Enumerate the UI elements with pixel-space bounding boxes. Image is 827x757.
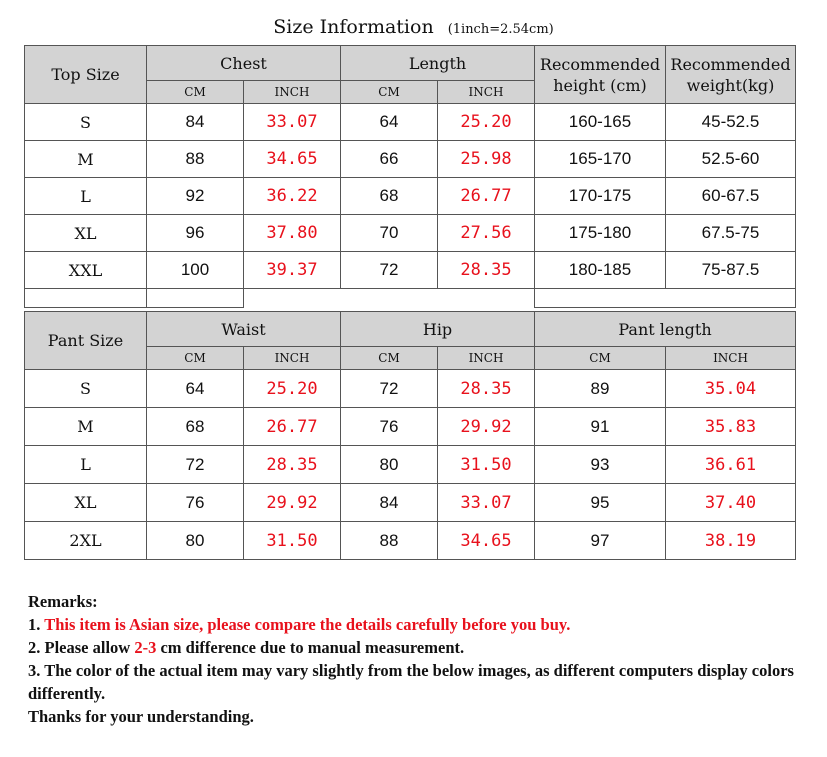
waist-header: Waist xyxy=(147,312,341,347)
recommended-weight-header: Recommended weight(kg) xyxy=(666,46,796,104)
spacer-row xyxy=(25,289,796,308)
chest-cm-cell: 100 xyxy=(147,252,244,289)
height-cell: 170-175 xyxy=(535,178,666,215)
hip-inch-header: INCH xyxy=(438,347,535,370)
spacer-cell xyxy=(147,289,244,308)
waist-inch-cell: 28.35 xyxy=(244,446,341,484)
size-label: L xyxy=(25,178,147,215)
chest-inch-cell: 37.80 xyxy=(244,215,341,252)
chest-inch-header: INCH xyxy=(244,81,341,104)
pant-length-cm-cell: 91 xyxy=(535,408,666,446)
waist-cm-cell: 64 xyxy=(147,370,244,408)
weight-cell: 45-52.5 xyxy=(666,104,796,141)
title-text: Size Information xyxy=(273,16,434,38)
chest-inch-cell: 36.22 xyxy=(244,178,341,215)
length-inch-cell: 25.20 xyxy=(438,104,535,141)
hip-header: Hip xyxy=(341,312,535,347)
table-row xyxy=(25,484,796,522)
chest-cm-cell: 96 xyxy=(147,215,244,252)
size-label: S xyxy=(25,104,147,141)
chest-header: Chest xyxy=(147,46,341,81)
waist-cm-cell: 80 xyxy=(147,522,244,560)
spacer-cell xyxy=(244,289,535,308)
length-inch-cell: 25.98 xyxy=(438,141,535,178)
size-label: M xyxy=(25,141,147,178)
pant-length-inch-cell: 35.83 xyxy=(666,408,796,446)
table-row xyxy=(25,141,796,178)
size-label: 2XL xyxy=(25,522,147,560)
table-row xyxy=(25,408,796,446)
chest-inch-cell: 33.07 xyxy=(244,104,341,141)
height-cell: 175-180 xyxy=(535,215,666,252)
size-label: XL xyxy=(25,215,147,252)
hip-inch-cell: 28.35 xyxy=(438,370,535,408)
spacer-cell xyxy=(535,289,796,308)
table-row xyxy=(25,178,796,215)
hip-inch-cell: 31.50 xyxy=(438,446,535,484)
hip-cm-cell: 84 xyxy=(341,484,438,522)
pant-size-header: Pant Size xyxy=(25,312,147,370)
height-cell: 165-170 xyxy=(535,141,666,178)
chest-inch-cell: 39.37 xyxy=(244,252,341,289)
length-cm-cell: 64 xyxy=(341,104,438,141)
length-inch-cell: 26.77 xyxy=(438,178,535,215)
length-cm-header: CM xyxy=(341,81,438,104)
hip-cm-cell: 76 xyxy=(341,408,438,446)
length-header: Length xyxy=(341,46,535,81)
table-row xyxy=(25,522,796,560)
length-cm-cell: 72 xyxy=(341,252,438,289)
remark-2-suffix: cm difference due to manual measurement. xyxy=(156,638,465,657)
chest-cm-cell: 84 xyxy=(147,104,244,141)
recommended-height-header: Recommended height (cm) xyxy=(535,46,666,104)
waist-inch-cell: 26.77 xyxy=(244,408,341,446)
length-inch-cell: 28.35 xyxy=(438,252,535,289)
title-note: (1inch=2.54cm) xyxy=(447,22,554,37)
waist-cm-cell: 72 xyxy=(147,446,244,484)
table-row xyxy=(25,370,796,408)
waist-inch-cell: 29.92 xyxy=(244,484,341,522)
remarks-thanks: Thanks for your understanding. xyxy=(28,707,254,726)
pant-length-inch-cell: 36.61 xyxy=(666,446,796,484)
remarks-heading: Remarks: xyxy=(28,592,98,611)
remark-3: 3. The color of the actual item may vary slightly from the below images, as different computers display colors differently. xyxy=(28,661,794,703)
size-label: M xyxy=(25,408,147,446)
waist-cm-cell: 68 xyxy=(147,408,244,446)
remark-1 xyxy=(28,613,808,636)
page-title xyxy=(0,16,827,38)
hip-cm-cell: 88 xyxy=(341,522,438,560)
pant-length-cm-cell: 89 xyxy=(535,370,666,408)
remark-2-highlight: 2-3 xyxy=(134,638,157,657)
remarks-section xyxy=(28,590,808,728)
weight-cell: 60-67.5 xyxy=(666,178,796,215)
pant-length-inch-header: INCH xyxy=(666,347,796,370)
length-inch-header: INCH xyxy=(438,81,535,104)
length-cm-cell: 68 xyxy=(341,178,438,215)
top-size-table xyxy=(24,45,796,308)
table-row xyxy=(25,104,796,141)
hip-cm-cell: 80 xyxy=(341,446,438,484)
remark-2 xyxy=(28,636,808,659)
pant-length-cm-cell: 95 xyxy=(535,484,666,522)
chest-cm-header: CM xyxy=(147,81,244,104)
size-label: S xyxy=(25,370,147,408)
hip-inch-cell: 29.92 xyxy=(438,408,535,446)
waist-inch-cell: 31.50 xyxy=(244,522,341,560)
hip-inch-cell: 33.07 xyxy=(438,484,535,522)
waist-inch-header: INCH xyxy=(244,347,341,370)
table-row xyxy=(25,446,796,484)
remark-1-highlight: This item is Asian size, please compare the details carefully before you buy. xyxy=(44,615,571,634)
pant-length-inch-cell: 37.40 xyxy=(666,484,796,522)
weight-cell: 52.5-60 xyxy=(666,141,796,178)
length-cm-cell: 70 xyxy=(341,215,438,252)
waist-inch-cell: 25.20 xyxy=(244,370,341,408)
hip-cm-cell: 72 xyxy=(341,370,438,408)
table-row xyxy=(25,252,796,289)
size-label: XXL xyxy=(25,252,147,289)
chest-cm-cell: 92 xyxy=(147,178,244,215)
pant-length-cm-cell: 93 xyxy=(535,446,666,484)
hip-cm-header: CM xyxy=(341,347,438,370)
spacer-cell xyxy=(25,289,147,308)
waist-cm-header: CM xyxy=(147,347,244,370)
waist-cm-cell: 76 xyxy=(147,484,244,522)
pant-size-table xyxy=(24,311,796,560)
top-size-header: Top Size xyxy=(25,46,147,104)
size-label: XL xyxy=(25,484,147,522)
pant-header-row xyxy=(25,312,796,347)
weight-cell: 75-87.5 xyxy=(666,252,796,289)
pant-length-inch-cell: 35.04 xyxy=(666,370,796,408)
chest-inch-cell: 34.65 xyxy=(244,141,341,178)
height-cell: 160-165 xyxy=(535,104,666,141)
remark-2-prefix: 2. Please allow xyxy=(28,638,135,657)
weight-cell: 67.5-75 xyxy=(666,215,796,252)
pant-length-cm-header: CM xyxy=(535,347,666,370)
remark-1-prefix: 1. xyxy=(28,615,45,634)
length-cm-cell: 66 xyxy=(341,141,438,178)
chest-cm-cell: 88 xyxy=(147,141,244,178)
hip-inch-cell: 34.65 xyxy=(438,522,535,560)
top-header-row xyxy=(25,46,796,81)
pant-length-inch-cell: 38.19 xyxy=(666,522,796,560)
length-inch-cell: 27.56 xyxy=(438,215,535,252)
pant-length-cm-cell: 97 xyxy=(535,522,666,560)
size-label: L xyxy=(25,446,147,484)
pant-length-header: Pant length xyxy=(535,312,796,347)
height-cell: 180-185 xyxy=(535,252,666,289)
table-row xyxy=(25,215,796,252)
